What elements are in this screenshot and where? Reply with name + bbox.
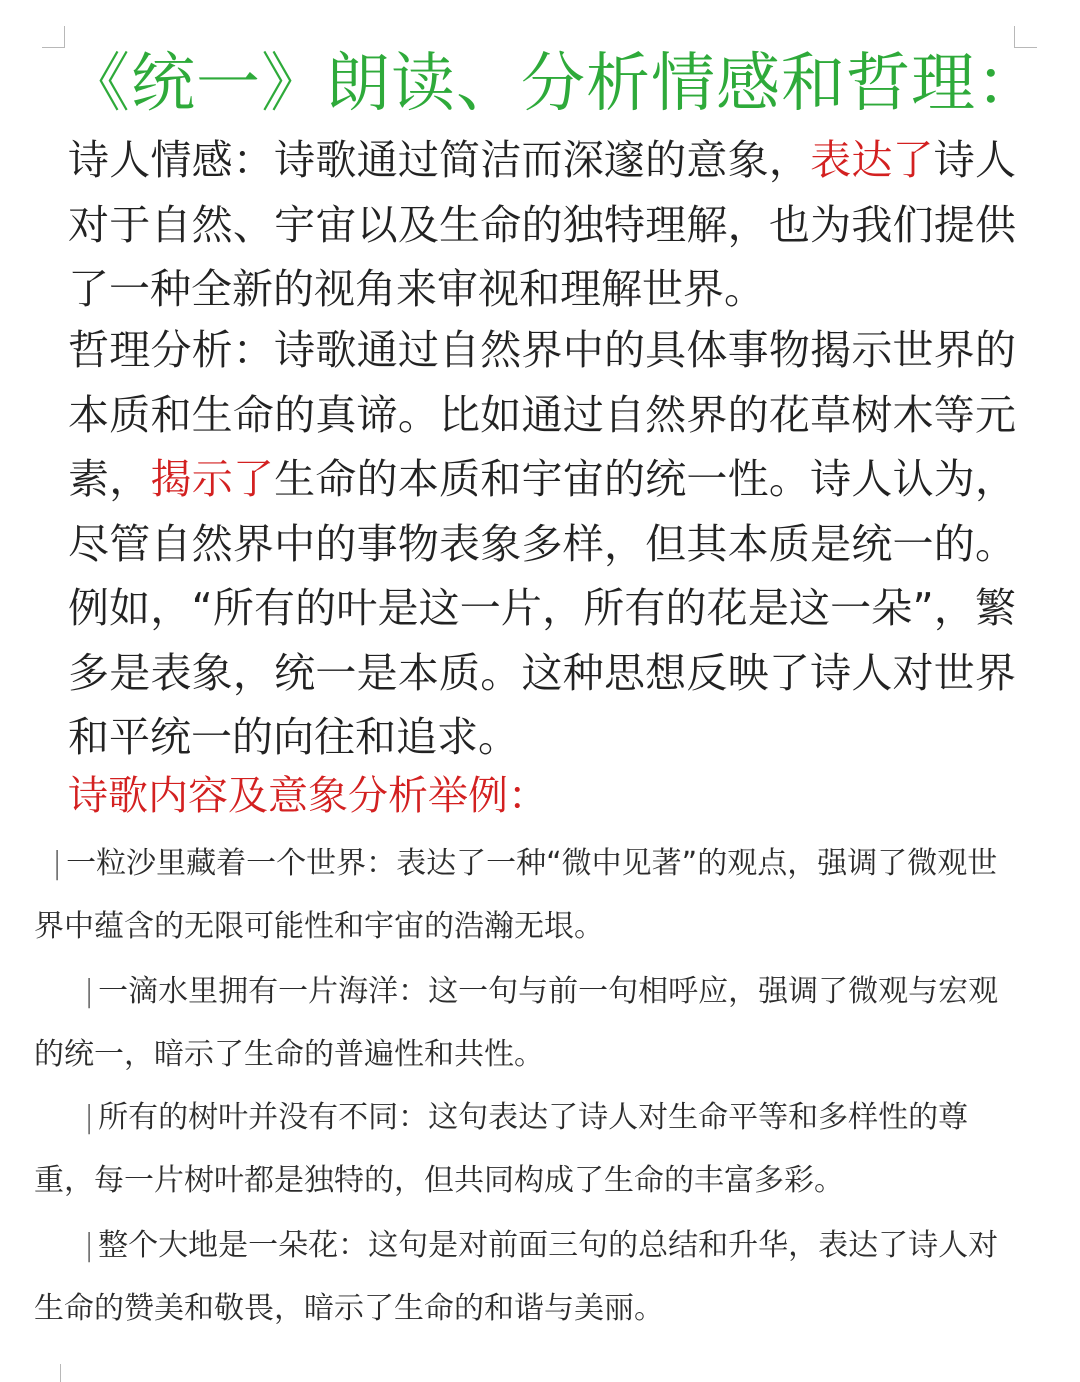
emotion-text-1: 诗人情感：诗歌通过简洁而深邃的意象， xyxy=(68,136,811,184)
example-item xyxy=(34,832,1014,958)
emotion-text-2: 诗人对于自然、宇宙以及生命的独特理解，也为我们提供了一种全新的视角来审视和理解世界。 xyxy=(68,136,1017,313)
philosophy-highlight: 揭示了 xyxy=(150,455,275,503)
section-heading: 诗歌内容及意象分析举例： xyxy=(68,773,548,819)
example-item xyxy=(34,1086,1014,1212)
example-text: 所有的树叶并没有不同：这句表达了诗人对生命平等和多样性的尊重，每一片树叶都是独特的，但共同构成了生命的丰富多彩。 xyxy=(34,1100,969,1198)
cursor-bar-icon: | xyxy=(84,974,95,1009)
crop-mark-top-left-h xyxy=(42,47,64,48)
cursor-bar-icon: | xyxy=(52,846,63,881)
cursor-bar-icon: | xyxy=(84,1100,95,1135)
philosophy-text-1: 哲理分析：诗歌通过自然界中的具体事物揭示世界的本质和生命的真谛。比如通过自然界的花草树木等元素， xyxy=(68,326,1016,503)
crop-mark-bottom-left-v xyxy=(60,1364,61,1382)
example-text: 整个大地是一朵花：这句是对前面三句的总结和升华，表达了诗人对生命的赞美和敬畏，暗示了生命的和谐与美丽。 xyxy=(34,1228,999,1326)
philosophy-paragraph xyxy=(68,318,1016,770)
philosophy-text-2: 生命的本质和宇宙的统一性。诗人认为，尽管自然界中的事物表象多样，但其本质是统一的。例如，“所有的叶是这一片，所有的花是这一朵”，繁多是表象，统一是本质。这种思想反映了诗人对世界和平统一的向往和追求。 xyxy=(68,455,1017,761)
emotion-highlight: 表达了 xyxy=(810,136,934,184)
crop-mark-top-left-v xyxy=(64,26,65,48)
example-item xyxy=(34,1214,1014,1340)
cursor-bar-icon: | xyxy=(84,1228,95,1263)
example-text: 一滴水里拥有一片海洋：这一句与前一句相呼应，强调了微观与宏观的统一，暗示了生命的普遍性和共性。 xyxy=(34,974,999,1072)
page-title: 《统一》朗读、分析情感和哲理： xyxy=(66,47,1041,121)
emotion-paragraph xyxy=(68,128,1016,322)
example-item xyxy=(34,960,1014,1086)
example-text: 一粒沙里藏着一个世界：表达了一种“微中见著”的观点，强调了微观世界中蕴含的无限可能性和宇宙的浩瀚无垠。 xyxy=(34,846,998,944)
